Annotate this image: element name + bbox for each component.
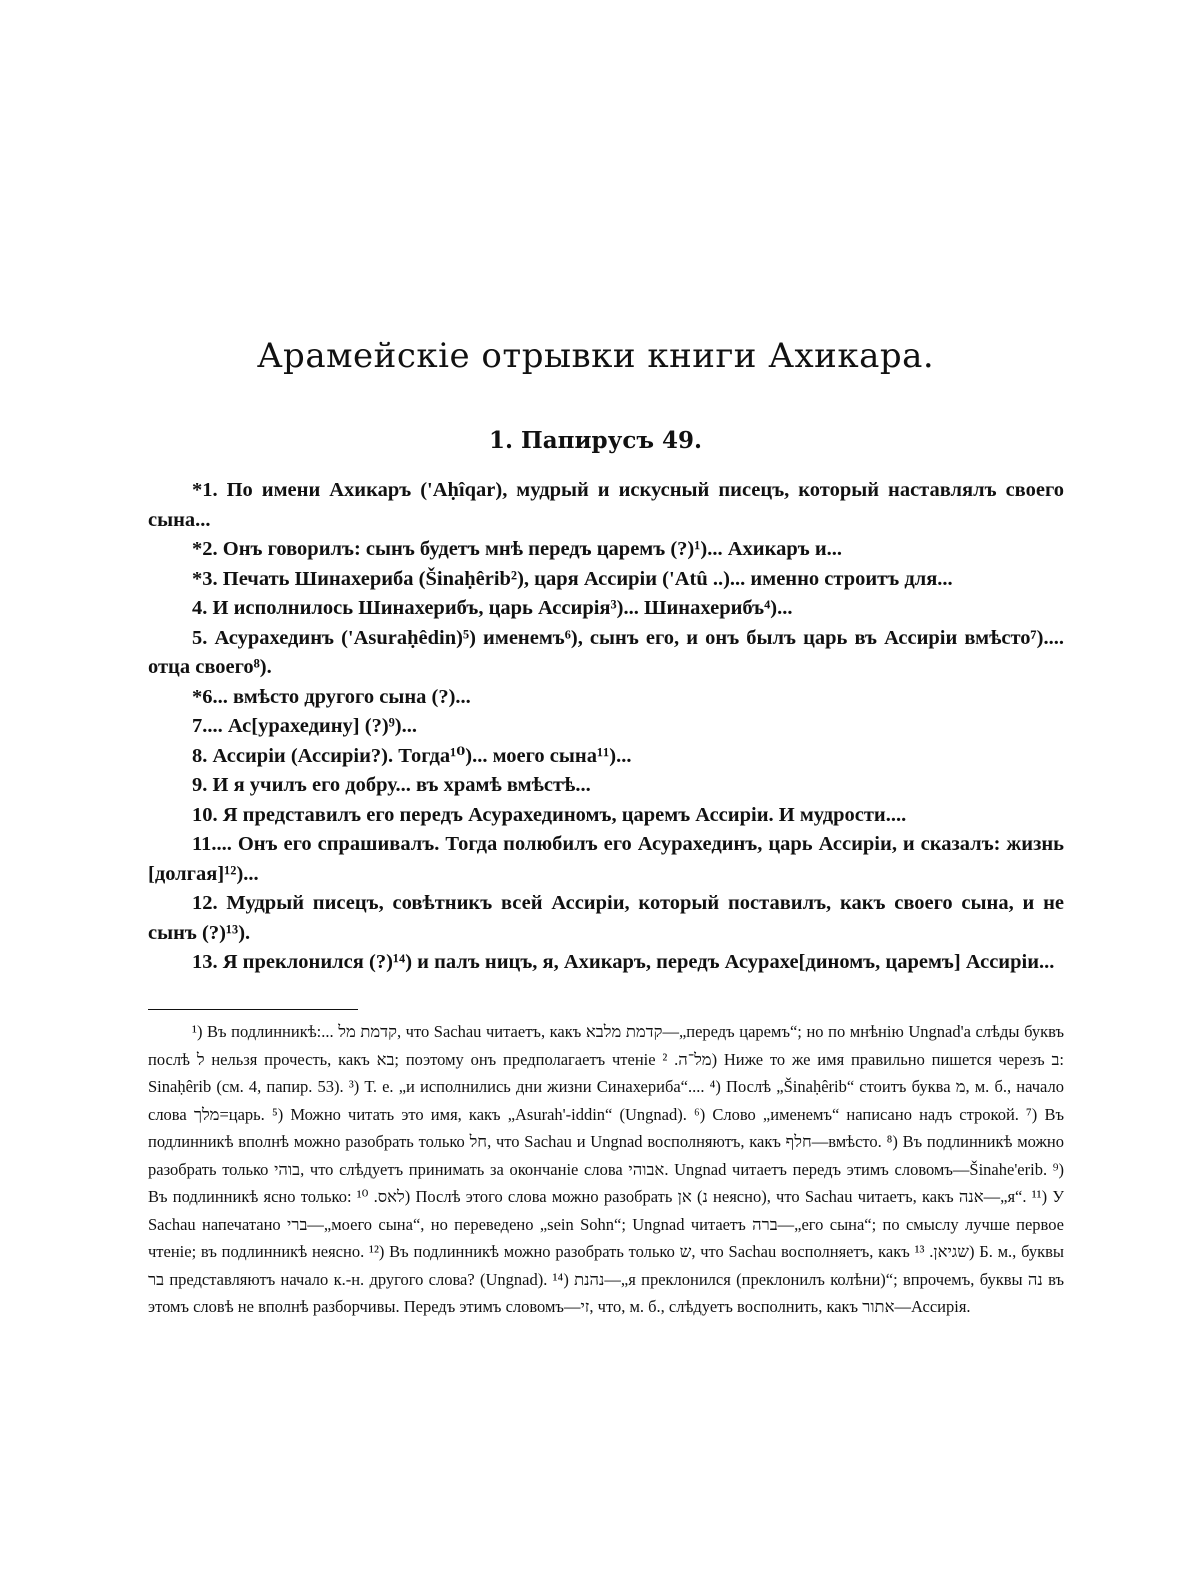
paragraph: 10. Я представилъ его передъ Асурахединомъ, царемъ Ассирiи. И мудрости.... bbox=[192, 803, 907, 826]
paragraph: *2. Онъ говорилъ: сынъ будетъ мнѣ передъ царемъ (?)¹)... Ахикаръ и... bbox=[192, 538, 843, 560]
paragraph: *6... вмѣсто другого сына (?)... bbox=[192, 685, 471, 708]
paragraph: 12. Мудрый писецъ, совѣтникъ всей Ассирiи, который поставилъ, какъ своего сына, и не сынъ (?)¹³). bbox=[148, 892, 1064, 944]
paragraph: 13. Я преклонился (?)¹⁴) и палъ ницъ, я, Ахикаръ, передъ Асурахе[диномъ, царемъ] Ассирiи... bbox=[192, 951, 1055, 973]
footnotes bbox=[148, 1018, 1064, 1321]
paragraph: 7.... Ас[урахедину] (?)⁹)... bbox=[192, 715, 418, 737]
footnote-text: ¹) Въ подлинникѣ:... קדמת מל, что Sachau читаетъ, какъ קדמת מלבא—„передъ царемъ“; но по мнѣнiю Ungnad'а слѣды буквъ послѣ ל нельзя прочесть, какъ בא; поэтому онъ предполагаетъ чтенiе מל־ה. ²) Ниже то же имя правильно пишется черезъ ב: Sinaḥêrib (см. 4, папир. 53). ³) Т. е. „и исполнились дни жизни Синахериба“.... ⁴) Послѣ „Šinaḥêrib“ стоитъ буква מ, м. б., начало слова מלך=царь. ⁵) Можно читать это имя, какъ „Asurah'-iddin“ (Ungnad). ⁶) Слово „именемъ“ написано надъ строкой. ⁷) Въ подлинникѣ вполнѣ можно разобрать только חל, что Sachau и Ungnad восполняютъ, какъ חלף—вмѣсто. ⁸) Въ подлинникѣ можно разобрать только בוהי, что слѣдуетъ принимать за окончанiе слова אבוהי. Ungnad читаетъ передъ этимъ словомъ—Šinahe'erib. ⁹) Въ подлинникѣ ясно только: לאס. ¹⁰) Послѣ этого слова можно разобрать אן (נ неясно), что Sachau читаетъ, какъ אנה—„я“. ¹¹) У Sachau напечатано ברי—„моего сына“, но переведено „sein Sohn“; Ungnad читаетъ ברה—„его сына“; по смыслу лучше первое чтенiе; въ подлинникѣ неясно. ¹²) Въ подлинникѣ можно разобрать только ש, что Sachau восполняетъ, какъ שגיאן. ¹³) Б. м., буквы בר представляютъ начало к.-н. другого слова? (Ungnad). ¹⁴) נהנת—„я преклонился (преклонилъ колѣни)“; впрочемъ, буквы נה въ этомъ словѣ не вполнѣ разборчивы. Передъ этимъ словомъ—זי, что, м. б., слѣдуетъ восполнить, какъ אתור—Ассирiя. bbox=[148, 1022, 1065, 1316]
footnote-divider bbox=[148, 1009, 358, 1010]
paragraph: *1. По имени Ахикаръ ('Aḥîqar), мудрый и искусный писецъ, который наставлялъ своего сына... bbox=[148, 479, 1064, 531]
paragraph: 9. И я училъ его добру... въ храмѣ вмѣстѣ... bbox=[192, 774, 591, 796]
paragraph: 4. И исполнилось Шинахерибъ, царь Ассирiя³)... Шинахерибъ⁴)... bbox=[192, 597, 793, 619]
paragraph: *3. Печать Шинахериба (Šinaḥêrib²), царя Ассирiи ('Atû ..)... именно строитъ для... bbox=[192, 567, 953, 590]
paragraph: 8. Ассирiи (Ассирiи?). Тогда¹⁰)... моего сына¹¹)... bbox=[192, 744, 632, 767]
paragraph: 11.... Онъ его спрашивалъ. Тогда полюбилъ его Асурахединъ, царь Ассирiи, и сказалъ: жизнь [долгая]¹²)... bbox=[148, 833, 1064, 885]
page-title: Арамейскiе отрывки книги Ахикара. bbox=[256, 336, 935, 376]
paragraph: 5. Асурахединъ ('Asuraḥêdin)⁵) именемъ⁶), сынъ его, и онъ былъ царь въ Ассирiи вмѣсто⁷).... отца своего⁸). bbox=[148, 626, 1064, 678]
main-text bbox=[148, 476, 1064, 978]
section-heading: 1. Папирусъ 49. bbox=[488, 427, 702, 454]
